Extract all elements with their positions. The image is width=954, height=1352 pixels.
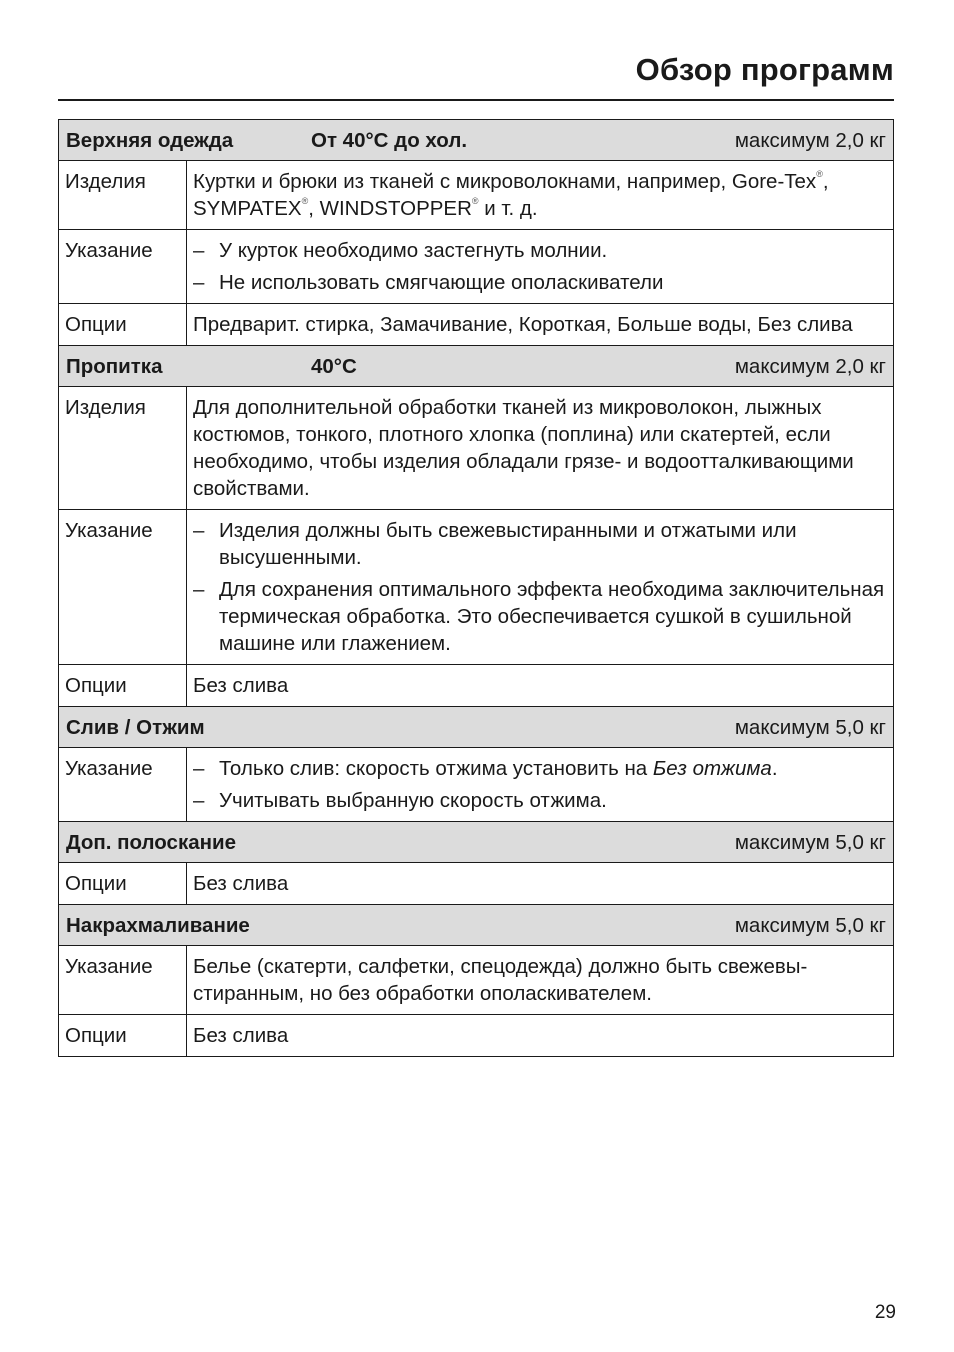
program-header-outerwear [59, 120, 894, 161]
table-row [59, 161, 894, 230]
list-item [193, 237, 887, 264]
table-row [59, 304, 894, 346]
options-text: Без слива [187, 1015, 894, 1057]
options-text: Без слива [187, 665, 894, 707]
program-max-load: максимум 2,0 кг [734, 129, 886, 152]
dash-bullet: – [193, 519, 205, 542]
program-header-extra-rinse [59, 822, 894, 863]
table-row [59, 665, 894, 707]
dash-bullet: – [193, 789, 205, 812]
programs-table [58, 119, 894, 1057]
program-name: Накрахмаливание [66, 914, 250, 937]
dash-bullet: – [193, 757, 205, 780]
program-header-cell [59, 905, 894, 946]
note-text [219, 755, 887, 782]
row-label: Опции [59, 665, 187, 707]
table-row [59, 230, 894, 304]
items-text: , WINDSTOPPER [308, 197, 472, 220]
program-header-impregnation [59, 346, 894, 387]
registered-mark: ® [816, 169, 823, 179]
items-description: Для дополнительной обработки тканей из микроволокон, лыжных костюмов, тонкого, плотного хлопка (поплина) или скатертей, если необходимо, чтобы изделия обладали грязе- и водоотталкивающими свойствами. [187, 387, 894, 510]
table-row [59, 748, 894, 822]
page-title: Обзор программ [635, 52, 894, 87]
program-header-starch [59, 905, 894, 946]
note-text-part: . [771, 757, 778, 780]
table-row [59, 387, 894, 510]
row-label: Указание [59, 748, 187, 822]
options-text: Предварит. стирка, Замачивание, Короткая, Больше воды, Без слива [187, 304, 894, 346]
row-label: Опции [59, 1015, 187, 1057]
row-label: Опции [59, 304, 187, 346]
program-max-load: максимум 5,0 кг [734, 831, 886, 854]
program-name: Слив / Отжим [66, 716, 205, 739]
list-item [193, 517, 887, 571]
row-label: Указание [59, 946, 187, 1015]
program-header-cell [59, 707, 894, 748]
note-text: Не использовать смягчающие ополаскиватели [219, 271, 664, 294]
program-header-drain-spin [59, 707, 894, 748]
items-description [187, 161, 894, 230]
notes-list [187, 748, 894, 822]
note-text: У курток необходимо застегнуть молнии. [219, 239, 608, 262]
note-text-part: Только слив: скорость отжима установить на [219, 757, 653, 780]
program-max-load: максимум 2,0 кг [734, 355, 886, 378]
row-label: Указание [59, 230, 187, 304]
page-number: 29 [874, 1302, 896, 1323]
table-row [59, 1015, 894, 1057]
note-text: Белье (скатерти, салфетки, спецодежда) должно быть свежевы-стиранным, но без обработки ополаскивателем. [187, 946, 894, 1015]
note-text: Изделия должны быть свежевыстиранными и отжатыми или высушенными. [219, 519, 797, 569]
program-temperature: 40°C [311, 355, 357, 378]
row-label: Изделия [59, 161, 187, 230]
items-text: и т. д. [478, 197, 538, 220]
list-item [193, 755, 887, 782]
program-header-cell [59, 822, 894, 863]
table-row [59, 510, 894, 665]
list-item [193, 576, 887, 657]
program-name: Пропитка [66, 355, 163, 378]
row-label: Изделия [59, 387, 187, 510]
notes-list [187, 230, 894, 304]
program-temperature: От 40°C до хол. [311, 129, 468, 152]
row-label: Указание [59, 510, 187, 665]
title-divider [58, 99, 894, 101]
dash-bullet: – [193, 578, 205, 601]
note-text: Учитывать выбранную скорость отжима. [219, 789, 607, 812]
table-row [59, 946, 894, 1015]
list-item [193, 269, 887, 296]
note-emphasis: Без отжима [652, 757, 772, 780]
items-text: Куртки и брюки из тканей с микроволокнами, например, Gore-Tex [193, 170, 817, 193]
notes-list [187, 510, 894, 665]
program-max-load: максимум 5,0 кг [734, 716, 886, 739]
note-text: Для сохранения оптимального эффекта необходима заключительная термическая обработка. Это обеспечивается сушкой в сушильной машине или глажением. [219, 578, 885, 655]
registered-mark: ® [471, 196, 479, 206]
program-name: Верхняя одежда [66, 129, 234, 152]
dash-bullet: – [193, 271, 205, 294]
registered-mark: ® [301, 196, 309, 206]
program-header-cell [59, 120, 894, 161]
items-text: , SYMPATEX [193, 170, 829, 220]
program-header-cell [59, 346, 894, 387]
row-label: Опции [59, 863, 187, 905]
table-row [59, 863, 894, 905]
list-item [193, 787, 887, 814]
program-max-load: максимум 5,0 кг [734, 914, 886, 937]
dash-bullet: – [193, 239, 205, 262]
options-text: Без слива [187, 863, 894, 905]
program-name: Доп. полоскание [66, 831, 236, 854]
